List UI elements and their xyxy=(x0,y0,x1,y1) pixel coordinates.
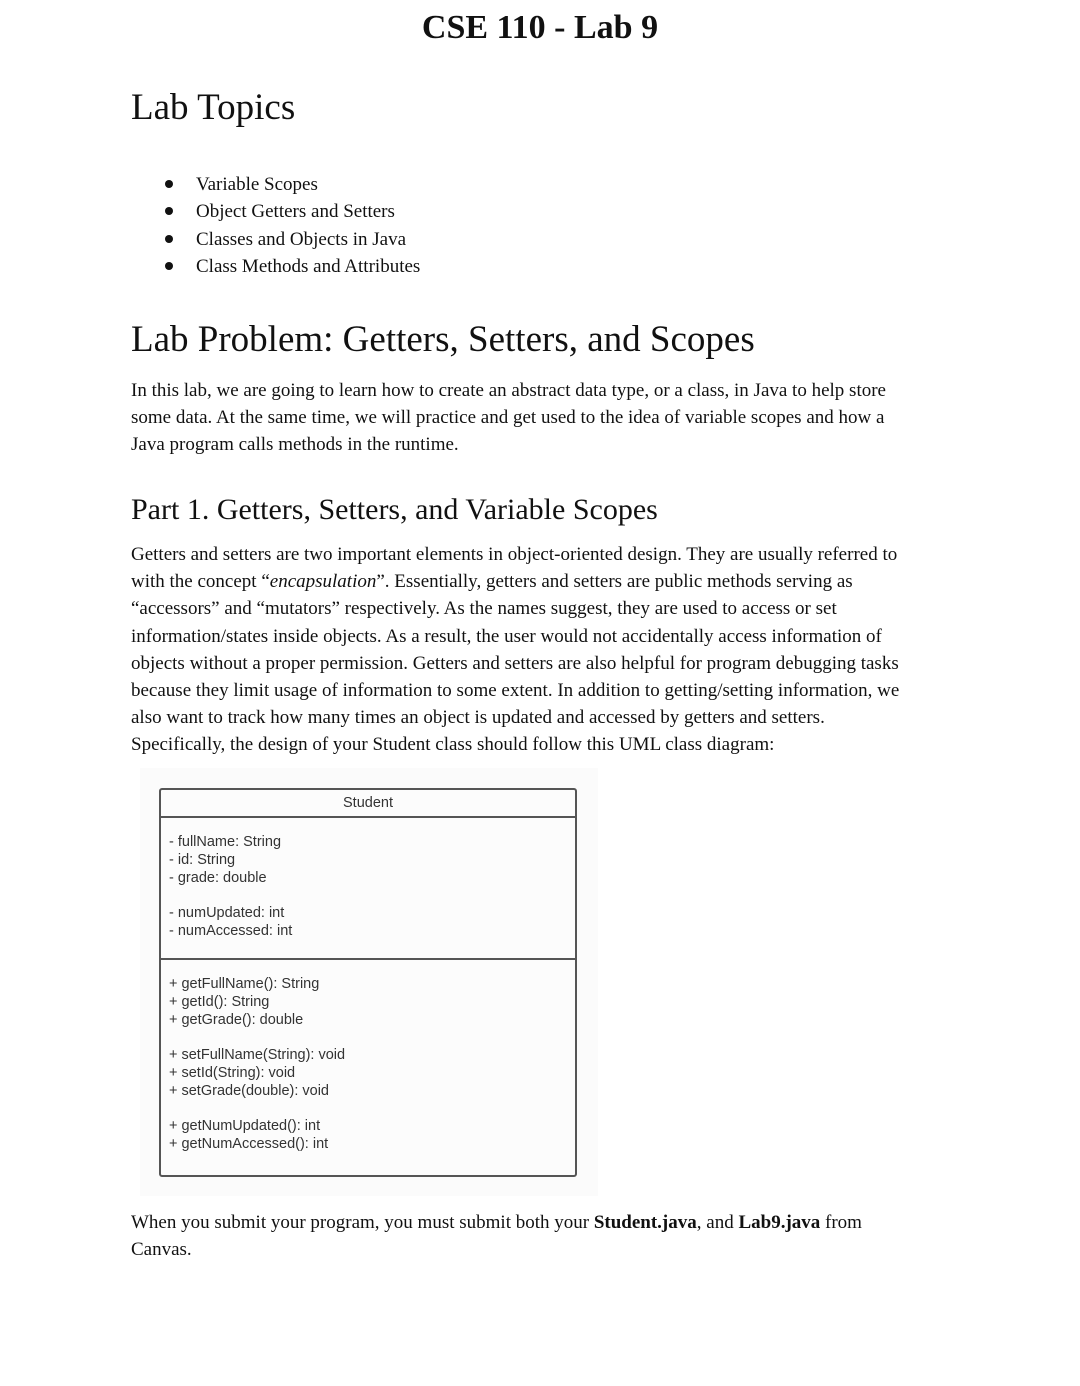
uml-class-diagram xyxy=(159,788,577,1177)
uml-attributes xyxy=(161,818,575,960)
submission-text: When you submit your program, you must submit both your xyxy=(131,1212,594,1233)
bullet-icon xyxy=(165,262,173,270)
submission-text: , and xyxy=(696,1212,739,1233)
uml-method: + setGrade(double): void xyxy=(169,1083,329,1099)
lab-topics-heading: Lab Topics xyxy=(131,87,296,128)
intro-line: some data. At the same time, we will practice and get used to the idea of variable scopes and how a xyxy=(131,407,885,429)
uml-attribute: - id: String xyxy=(169,852,236,868)
uml-method: + getNumAccessed(): int xyxy=(169,1136,329,1152)
part1-line: Specifically, the design of your Student class should follow this UML class diagram: xyxy=(131,734,775,756)
part1-heading: Part 1. Getters, Setters, and Variable Scopes xyxy=(131,493,658,526)
uml-attribute: - grade: double xyxy=(169,870,267,886)
part1-paragraph xyxy=(131,541,961,759)
bullet-icon xyxy=(165,207,173,215)
list-item xyxy=(131,226,420,253)
file-name-lab9: Lab9.java xyxy=(738,1212,821,1233)
part1-line: ”. Essentially, getters and setters are public methods serving as xyxy=(376,571,853,593)
list-item xyxy=(131,253,420,280)
part1-line: information/states inside objects. As a result, the user would not accidentally access information of xyxy=(131,625,882,647)
uml-attribute: - numAccessed: int xyxy=(169,923,293,939)
part1-line: Getters and setters are two important elements in object-oriented design. They are usually referred to xyxy=(131,544,898,565)
uml-method: + setId(String): void xyxy=(169,1065,296,1081)
part1-line: objects without a proper permission. Getters and setters are also helpful for program debugging tasks xyxy=(131,652,899,674)
intro-line: In this lab, we are going to learn how to create an abstract data type, or a class, in Java to help store xyxy=(131,380,886,401)
list-item-label: Class Methods and Attributes xyxy=(196,255,421,277)
uml-method: + getFullName(): String xyxy=(169,976,320,992)
uml-method: + getId(): String xyxy=(169,994,270,1010)
list-item xyxy=(131,171,420,198)
list-item-label: Object Getters and Setters xyxy=(196,201,395,223)
part1-line: because they limit usage of information to some extent. In addition to getting/setting information, we xyxy=(131,680,900,702)
submission-paragraph xyxy=(131,1209,951,1263)
intro-line: Java program calls methods in the runtime. xyxy=(131,434,459,456)
intro-paragraph xyxy=(131,377,951,459)
submission-text: Canvas. xyxy=(131,1239,192,1261)
lab-problem-heading: Lab Problem: Getters, Setters, and Scopes xyxy=(131,319,755,360)
bullet-icon xyxy=(165,235,173,243)
uml-class-name: Student xyxy=(161,790,575,818)
list-item xyxy=(131,198,420,225)
uml-method: + setFullName(String): void xyxy=(169,1047,346,1063)
uml-attribute: - numUpdated: int xyxy=(169,905,285,921)
part1-line: also want to track how many times an object is updated and accessed by getters and setters. xyxy=(131,707,825,729)
uml-method: + getGrade(): double xyxy=(169,1012,304,1028)
part1-line: “accessors” and “mutators” respectively. As the names suggest, they are used to access or set xyxy=(131,598,837,620)
uml-attribute: - fullName: String xyxy=(169,834,282,850)
page-title: CSE 110 - Lab 9 xyxy=(421,9,659,46)
list-item-label: Classes and Objects in Java xyxy=(196,228,407,250)
list-item-label: Variable Scopes xyxy=(196,174,318,195)
submission-text: from xyxy=(820,1212,862,1233)
uml-method: + getNumUpdated(): int xyxy=(169,1118,321,1134)
lab-topics-list xyxy=(131,171,420,280)
bullet-icon xyxy=(165,180,173,188)
uml-methods xyxy=(161,960,575,1153)
part1-line: with the concept “ xyxy=(131,571,270,593)
emphasis-term: encapsulation xyxy=(269,571,377,593)
file-name-student: Student.java xyxy=(593,1212,697,1233)
